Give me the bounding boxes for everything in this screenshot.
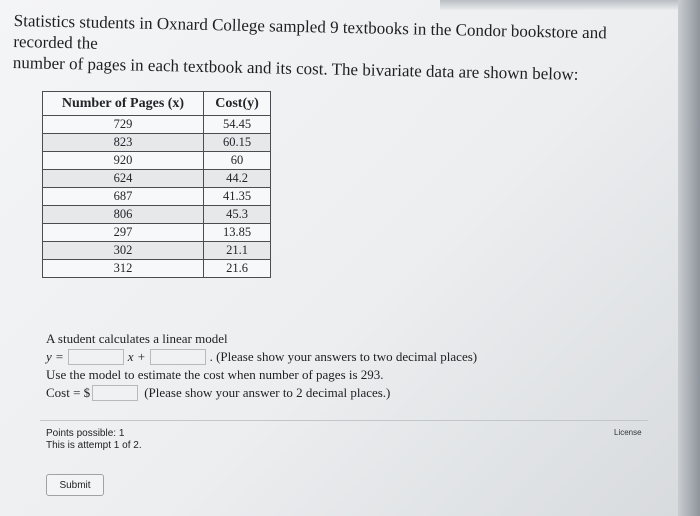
points-info [46, 428, 142, 452]
cost-cell: 60 [204, 152, 271, 170]
decimal-note: . (Please show your answers to two decimal places) [209, 349, 478, 364]
pages-cell: 823 [43, 134, 204, 152]
table-row [43, 242, 271, 260]
top-edge-strip [440, 0, 700, 10]
pages-cell: 920 [43, 152, 204, 170]
pages-cell: 302 [43, 242, 204, 260]
table-row [43, 188, 271, 206]
cost-note: (Please show your answer to 2 decimal places.) [144, 385, 391, 400]
pages-cell: 687 [43, 188, 204, 206]
cost-cell: 45.3 [204, 206, 271, 224]
table-row [43, 134, 271, 152]
y-equals-label: y = [46, 349, 64, 364]
cost-cell: 21.6 [204, 260, 271, 278]
intercept-input[interactable] [150, 349, 206, 365]
table-row [43, 116, 271, 134]
cost-input[interactable] [92, 385, 138, 401]
cost-label: Cost = $ [46, 385, 91, 400]
x-plus-label: x + [127, 349, 146, 364]
question-line-2: number of pages in each textbook and its cost. The bivariate data are shown below: [12, 52, 579, 84]
cost-cell: 54.45 [204, 116, 271, 134]
submit-button[interactable]: Submit [46, 474, 104, 496]
equation-row [46, 348, 506, 366]
bivariate-data-table [42, 91, 271, 278]
pages-cell: 297 [43, 224, 204, 242]
table-row [43, 260, 271, 278]
cost-cell: 21.1 [204, 242, 271, 260]
pages-cell: 624 [43, 170, 204, 188]
cost-row [46, 384, 506, 402]
points-possible: Points possible: 1 [46, 428, 125, 439]
slope-input[interactable] [68, 349, 124, 365]
model-section [46, 330, 506, 402]
cost-cell: 13.85 [204, 224, 271, 242]
model-intro: A student calculates a linear model [46, 331, 228, 346]
monitor-bezel [678, 0, 700, 516]
pages-cell: 312 [43, 260, 204, 278]
question-text [13, 10, 654, 86]
cost-cell: 41.35 [204, 188, 271, 206]
attempt-count: This is attempt 1 of 2. [46, 440, 142, 451]
table-row [43, 224, 271, 242]
table-row [43, 206, 271, 224]
license-link[interactable]: License [614, 428, 642, 437]
pages-cell: 729 [43, 116, 204, 134]
divider [40, 420, 648, 421]
column-header-pages: Number of Pages (x) [43, 92, 204, 116]
cost-cell: 44.2 [204, 170, 271, 188]
table-header-row [43, 92, 271, 116]
column-header-cost: Cost(y) [204, 92, 271, 116]
table-row [43, 170, 271, 188]
estimate-instruction: Use the model to estimate the cost when number of pages is 293. [46, 367, 384, 382]
cost-cell: 60.15 [204, 134, 271, 152]
question-line-1: Statistics students in Oxnard College sampled 9 textbooks in the Condor bookstore and recorded the [13, 10, 607, 53]
table-row [43, 152, 271, 170]
pages-cell: 806 [43, 206, 204, 224]
